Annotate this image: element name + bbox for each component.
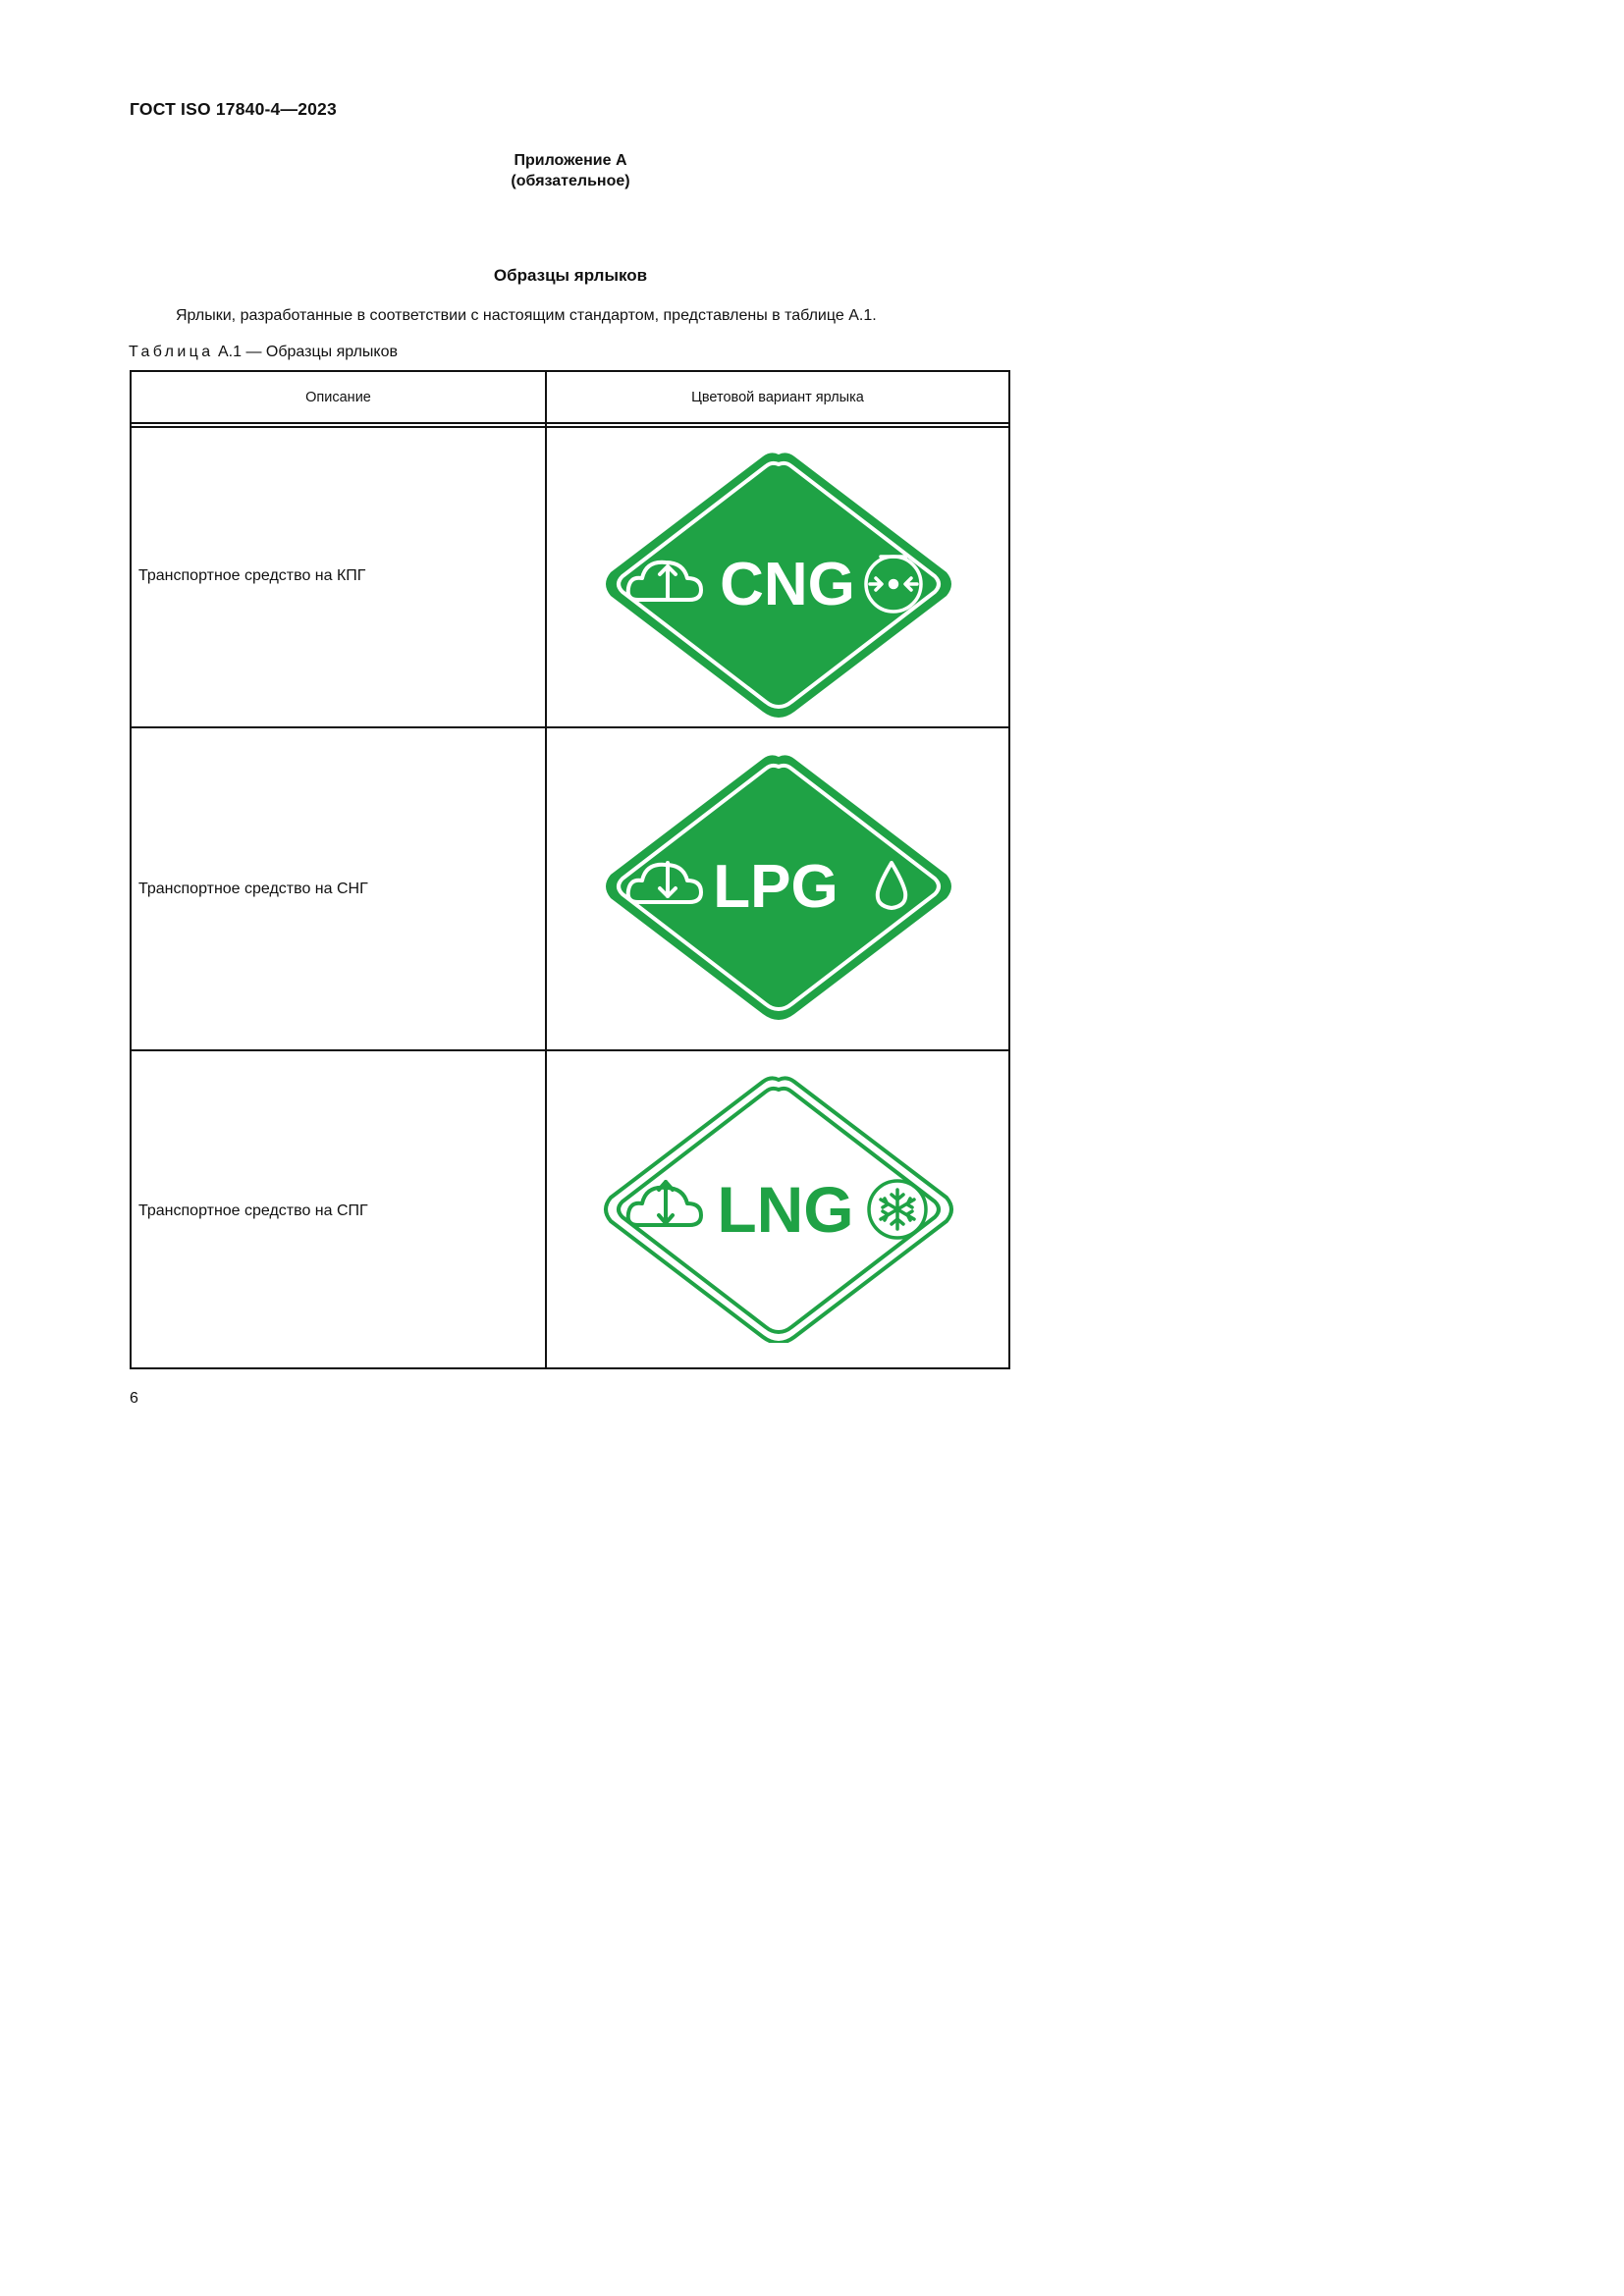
header-description: Описание [305,390,371,405]
annex-status: (обязательное) [511,173,630,189]
lpg-label [599,753,958,1020]
row-description-cng: Транспортное средство на КПГ [138,567,366,584]
table-caption [129,344,398,361]
row-divider [132,726,1008,728]
intro-paragraph: Ярлыки, разработанные в соответствии с настоящим стандартом, представлены в таблице А.1. [176,307,877,324]
label-text: LPG [713,853,839,921]
label-text: CNG [720,551,855,618]
header-divider-line [132,426,1008,428]
section-title: Образцы ярлыков [493,266,648,285]
header-color-variant: Цветовой вариант ярлыка [691,390,864,405]
page-number: 6 [130,1390,138,1407]
table-caption-word: Таблица [129,344,214,360]
document-code: ГОСТ ISO 17840-4—2023 [130,99,337,119]
labels-table [130,370,1010,1369]
table-column-divider [545,372,547,1367]
row-description-lng: Транспортное средство на СПГ [138,1202,368,1219]
row-divider [132,1049,1008,1051]
header-divider-line [132,422,1008,424]
table-caption-text: А.1 — Образцы ярлыков [218,344,399,360]
lng-label [599,1076,958,1343]
cng-label [599,451,958,718]
label-text: LNG [717,1173,854,1246]
row-description-lpg: Транспортное средство на СНГ [138,881,368,897]
annex-title: Приложение А [514,152,627,169]
